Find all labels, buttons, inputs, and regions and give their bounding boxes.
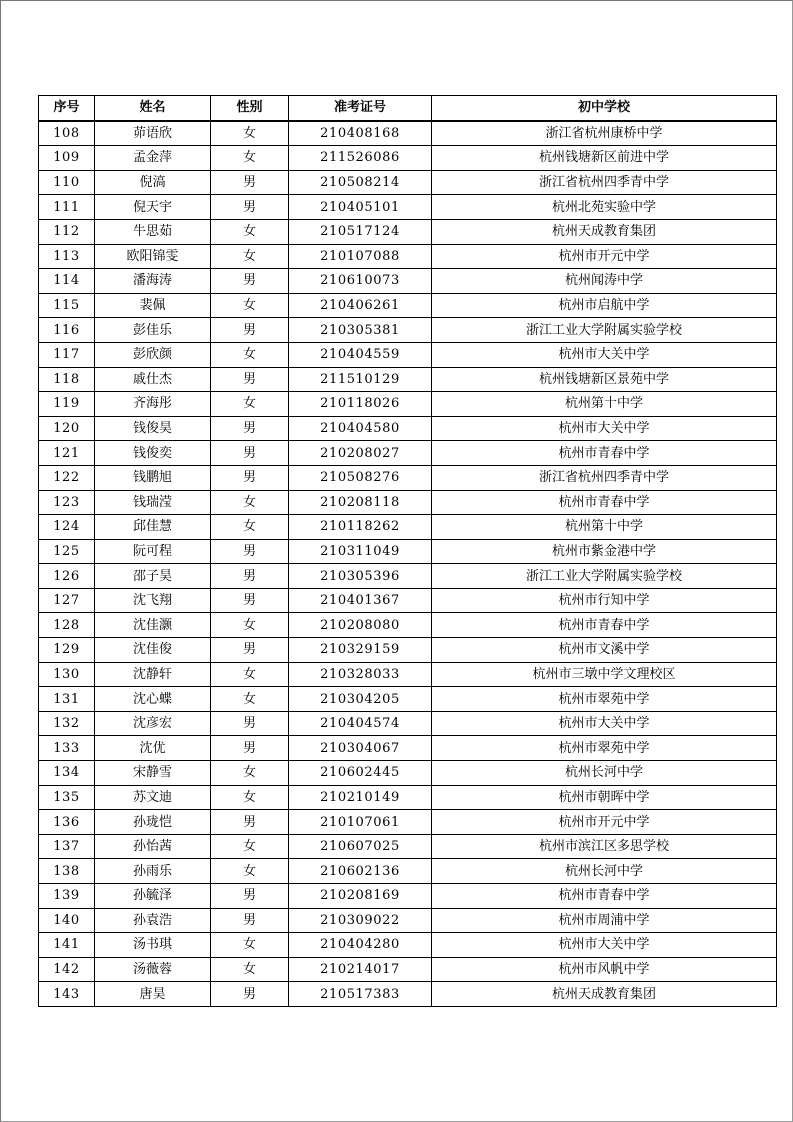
cell-name: 牛思茹 — [95, 219, 211, 244]
cell-school: 杭州市青春中学 — [432, 490, 777, 515]
cell-exam-id: 210304205 — [289, 687, 432, 712]
cell-school: 杭州市大关中学 — [432, 711, 777, 736]
cell-index: 128 — [39, 613, 95, 638]
cell-name: 孙袁浩 — [95, 908, 211, 933]
cell-name: 钱鹏旭 — [95, 465, 211, 490]
cell-school: 杭州市行知中学 — [432, 588, 777, 613]
cell-exam-id: 210309022 — [289, 908, 432, 933]
cell-gender: 男 — [211, 810, 289, 835]
cell-gender: 男 — [211, 982, 289, 1007]
cell-name: 苏文迪 — [95, 785, 211, 810]
cell-gender: 男 — [211, 564, 289, 589]
cell-name: 沈佳灏 — [95, 613, 211, 638]
cell-index: 109 — [39, 146, 95, 171]
cell-gender: 男 — [211, 367, 289, 392]
cell-index: 114 — [39, 269, 95, 294]
cell-gender: 女 — [211, 293, 289, 318]
cell-index: 135 — [39, 785, 95, 810]
cell-name: 戚仕杰 — [95, 367, 211, 392]
table-body — [39, 121, 777, 1007]
cell-school: 浙江工业大学附属实验学校 — [432, 564, 777, 589]
cell-gender: 男 — [211, 711, 289, 736]
cell-gender: 男 — [211, 465, 289, 490]
table-row — [39, 834, 777, 859]
cell-index: 122 — [39, 465, 95, 490]
table-row — [39, 515, 777, 540]
cell-school: 杭州市滨江区多思学校 — [432, 834, 777, 859]
table-row — [39, 293, 777, 318]
cell-exam-id: 210602445 — [289, 761, 432, 786]
cell-exam-id: 210305396 — [289, 564, 432, 589]
table-row — [39, 539, 777, 564]
table-row — [39, 441, 777, 466]
header-row — [39, 96, 777, 121]
cell-school: 浙江工业大学附属实验学校 — [432, 318, 777, 343]
table-row — [39, 810, 777, 835]
table-row — [39, 859, 777, 884]
cell-exam-id: 211526086 — [289, 146, 432, 171]
cell-exam-id: 210305381 — [289, 318, 432, 343]
cell-name: 唐昊 — [95, 982, 211, 1007]
cell-gender: 男 — [211, 588, 289, 613]
table-row — [39, 195, 777, 220]
header-name: 姓名 — [95, 96, 211, 121]
cell-index: 127 — [39, 588, 95, 613]
cell-school: 杭州市三墩中学文理校区 — [432, 662, 777, 687]
cell-school: 杭州市文溪中学 — [432, 638, 777, 663]
cell-school: 杭州市紫金港中学 — [432, 539, 777, 564]
table-row — [39, 244, 777, 269]
cell-index: 116 — [39, 318, 95, 343]
cell-name: 彭欣颜 — [95, 342, 211, 367]
cell-gender: 女 — [211, 342, 289, 367]
table-row — [39, 662, 777, 687]
table-row — [39, 761, 777, 786]
cell-index: 142 — [39, 957, 95, 982]
cell-gender: 女 — [211, 687, 289, 712]
cell-school: 杭州市启航中学 — [432, 293, 777, 318]
cell-exam-id: 210118026 — [289, 392, 432, 417]
cell-school: 杭州市翠苑中学 — [432, 687, 777, 712]
cell-exam-id: 210404280 — [289, 933, 432, 958]
cell-index: 137 — [39, 834, 95, 859]
cell-name: 宋静雪 — [95, 761, 211, 786]
cell-name: 孙毓泽 — [95, 884, 211, 909]
cell-index: 140 — [39, 908, 95, 933]
cell-name: 钱俊昊 — [95, 416, 211, 441]
table-row — [39, 490, 777, 515]
cell-gender: 男 — [211, 884, 289, 909]
cell-gender: 女 — [211, 219, 289, 244]
cell-school: 杭州市翠苑中学 — [432, 736, 777, 761]
table-row — [39, 785, 777, 810]
cell-gender: 女 — [211, 761, 289, 786]
cell-name: 潘海涛 — [95, 269, 211, 294]
table-row — [39, 711, 777, 736]
cell-index: 111 — [39, 195, 95, 220]
cell-exam-id: 210401367 — [289, 588, 432, 613]
table-row — [39, 564, 777, 589]
cell-school: 杭州市朝晖中学 — [432, 785, 777, 810]
cell-name: 孙珑恺 — [95, 810, 211, 835]
cell-exam-id: 210107088 — [289, 244, 432, 269]
cell-school: 杭州市青春中学 — [432, 613, 777, 638]
cell-name: 孙怡茜 — [95, 834, 211, 859]
table-row — [39, 342, 777, 367]
table-row — [39, 416, 777, 441]
cell-name: 孙雨乐 — [95, 859, 211, 884]
cell-index: 119 — [39, 392, 95, 417]
table-header — [39, 96, 777, 121]
header-exam-id: 准考证号 — [289, 96, 432, 121]
table-row — [39, 736, 777, 761]
cell-gender: 女 — [211, 392, 289, 417]
table-row — [39, 318, 777, 343]
cell-exam-id: 210517124 — [289, 219, 432, 244]
cell-index: 130 — [39, 662, 95, 687]
cell-exam-id: 210210149 — [289, 785, 432, 810]
cell-school: 杭州市开元中学 — [432, 810, 777, 835]
header-index: 序号 — [39, 96, 95, 121]
cell-school: 杭州长河中学 — [432, 761, 777, 786]
cell-gender: 男 — [211, 195, 289, 220]
cell-gender: 女 — [211, 957, 289, 982]
cell-name: 阮可程 — [95, 539, 211, 564]
cell-gender: 女 — [211, 662, 289, 687]
cell-gender: 男 — [211, 441, 289, 466]
cell-exam-id: 210107061 — [289, 810, 432, 835]
cell-index: 120 — [39, 416, 95, 441]
cell-exam-id: 210208080 — [289, 613, 432, 638]
cell-exam-id: 211510129 — [289, 367, 432, 392]
cell-school: 杭州市青春中学 — [432, 884, 777, 909]
table-row — [39, 884, 777, 909]
table-row — [39, 638, 777, 663]
cell-school: 杭州第十中学 — [432, 392, 777, 417]
cell-exam-id: 210208118 — [289, 490, 432, 515]
cell-exam-id: 210405101 — [289, 195, 432, 220]
cell-gender: 男 — [211, 269, 289, 294]
cell-index: 108 — [39, 121, 95, 146]
cell-name: 沈飞翔 — [95, 588, 211, 613]
cell-school: 杭州市大关中学 — [432, 342, 777, 367]
cell-exam-id: 210304067 — [289, 736, 432, 761]
cell-school: 杭州第十中学 — [432, 515, 777, 540]
cell-name: 孟金萍 — [95, 146, 211, 171]
cell-exam-id: 210602136 — [289, 859, 432, 884]
cell-index: 143 — [39, 982, 95, 1007]
cell-index: 118 — [39, 367, 95, 392]
cell-exam-id: 210328033 — [289, 662, 432, 687]
cell-school: 浙江省杭州四季青中学 — [432, 170, 777, 195]
table-row — [39, 613, 777, 638]
cell-school: 杭州市风帆中学 — [432, 957, 777, 982]
cell-gender: 男 — [211, 539, 289, 564]
cell-gender: 女 — [211, 613, 289, 638]
cell-name: 齐海彤 — [95, 392, 211, 417]
cell-exam-id: 210408168 — [289, 121, 432, 146]
table-row — [39, 146, 777, 171]
cell-index: 113 — [39, 244, 95, 269]
cell-name: 邵子昊 — [95, 564, 211, 589]
table-row — [39, 982, 777, 1007]
cell-index: 129 — [39, 638, 95, 663]
student-table — [38, 95, 777, 1007]
cell-index: 112 — [39, 219, 95, 244]
cell-exam-id: 210607025 — [289, 834, 432, 859]
cell-exam-id: 210404580 — [289, 416, 432, 441]
cell-school: 杭州市青春中学 — [432, 441, 777, 466]
table-row — [39, 908, 777, 933]
cell-index: 123 — [39, 490, 95, 515]
table-row — [39, 367, 777, 392]
cell-gender: 男 — [211, 908, 289, 933]
cell-name: 裴佩 — [95, 293, 211, 318]
cell-index: 110 — [39, 170, 95, 195]
table-row — [39, 588, 777, 613]
cell-school: 杭州钱塘新区前进中学 — [432, 146, 777, 171]
cell-gender: 女 — [211, 515, 289, 540]
cell-exam-id: 210517383 — [289, 982, 432, 1007]
table-row — [39, 957, 777, 982]
cell-name: 彭佳乐 — [95, 318, 211, 343]
cell-name: 倪滈 — [95, 170, 211, 195]
cell-school: 浙江省杭州四季青中学 — [432, 465, 777, 490]
cell-gender: 女 — [211, 933, 289, 958]
cell-name: 倪天宇 — [95, 195, 211, 220]
cell-exam-id: 210404574 — [289, 711, 432, 736]
cell-name: 欧阳锦雯 — [95, 244, 211, 269]
cell-exam-id: 210406261 — [289, 293, 432, 318]
table-row — [39, 219, 777, 244]
cell-gender: 女 — [211, 121, 289, 146]
cell-index: 117 — [39, 342, 95, 367]
cell-exam-id: 210208027 — [289, 441, 432, 466]
cell-exam-id: 210404559 — [289, 342, 432, 367]
cell-school: 杭州北苑实验中学 — [432, 195, 777, 220]
cell-school: 浙江省杭州康桥中学 — [432, 121, 777, 146]
cell-index: 133 — [39, 736, 95, 761]
cell-index: 126 — [39, 564, 95, 589]
cell-exam-id: 210610073 — [289, 269, 432, 294]
cell-school: 杭州钱塘新区景苑中学 — [432, 367, 777, 392]
cell-exam-id: 210214017 — [289, 957, 432, 982]
cell-school: 杭州市开元中学 — [432, 244, 777, 269]
cell-gender: 女 — [211, 785, 289, 810]
cell-name: 沈彦宏 — [95, 711, 211, 736]
cell-exam-id: 210508214 — [289, 170, 432, 195]
cell-exam-id: 210311049 — [289, 539, 432, 564]
cell-name: 沈静轩 — [95, 662, 211, 687]
table-row — [39, 392, 777, 417]
cell-gender: 女 — [211, 834, 289, 859]
cell-school: 杭州长河中学 — [432, 859, 777, 884]
table-row — [39, 465, 777, 490]
cell-name: 沈优 — [95, 736, 211, 761]
cell-exam-id: 210508276 — [289, 465, 432, 490]
cell-index: 125 — [39, 539, 95, 564]
cell-school: 杭州市周浦中学 — [432, 908, 777, 933]
cell-school: 杭州闻涛中学 — [432, 269, 777, 294]
cell-index: 124 — [39, 515, 95, 540]
cell-gender: 男 — [211, 638, 289, 663]
cell-gender: 男 — [211, 170, 289, 195]
cell-school: 杭州市大关中学 — [432, 933, 777, 958]
cell-index: 138 — [39, 859, 95, 884]
cell-name: 钱瑞滢 — [95, 490, 211, 515]
table-row — [39, 933, 777, 958]
cell-school: 杭州市大关中学 — [432, 416, 777, 441]
cell-school: 杭州天成教育集团 — [432, 219, 777, 244]
cell-index: 139 — [39, 884, 95, 909]
cell-gender: 男 — [211, 318, 289, 343]
cell-gender: 女 — [211, 244, 289, 269]
cell-index: 134 — [39, 761, 95, 786]
cell-exam-id: 210208169 — [289, 884, 432, 909]
table-row — [39, 269, 777, 294]
cell-gender: 女 — [211, 490, 289, 515]
cell-gender: 女 — [211, 859, 289, 884]
cell-index: 131 — [39, 687, 95, 712]
cell-exam-id: 210329159 — [289, 638, 432, 663]
cell-index: 136 — [39, 810, 95, 835]
cell-exam-id: 210118262 — [289, 515, 432, 540]
cell-name: 汤书琪 — [95, 933, 211, 958]
cell-gender: 男 — [211, 736, 289, 761]
table-row — [39, 687, 777, 712]
cell-index: 115 — [39, 293, 95, 318]
table-row — [39, 170, 777, 195]
cell-gender: 男 — [211, 416, 289, 441]
cell-name: 邱佳慧 — [95, 515, 211, 540]
cell-name: 钱俊奕 — [95, 441, 211, 466]
table-row — [39, 121, 777, 146]
header-gender: 性别 — [211, 96, 289, 121]
cell-name: 茆语欣 — [95, 121, 211, 146]
cell-index: 141 — [39, 933, 95, 958]
cell-index: 132 — [39, 711, 95, 736]
cell-index: 121 — [39, 441, 95, 466]
header-school: 初中学校 — [432, 96, 777, 121]
cell-school: 杭州天成教育集团 — [432, 982, 777, 1007]
cell-gender: 女 — [211, 146, 289, 171]
cell-name: 汤薇蓉 — [95, 957, 211, 982]
cell-name: 沈佳俊 — [95, 638, 211, 663]
cell-name: 沈心蝶 — [95, 687, 211, 712]
